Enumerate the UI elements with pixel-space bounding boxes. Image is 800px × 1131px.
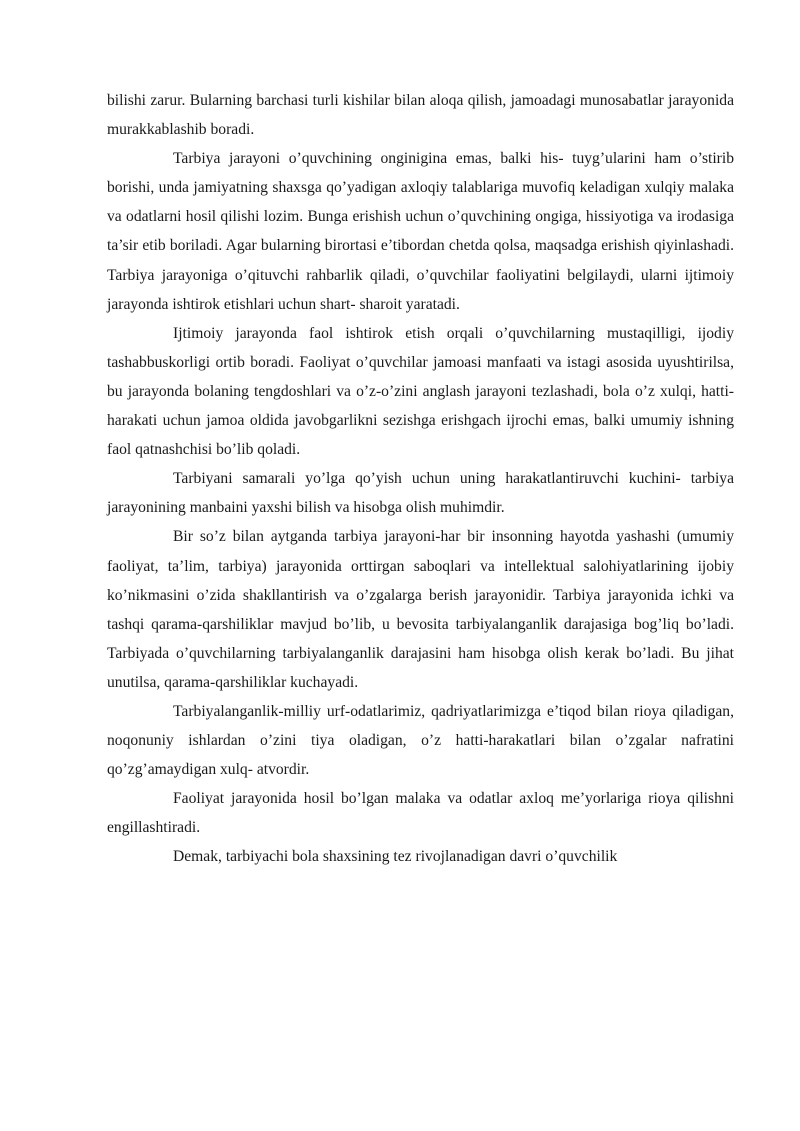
document-page: [107, 86, 734, 872]
paragraph-1: bilishi zarur. Bularning barchasi turli kishilar bilan aloqa qilish, jamoadagi munosabatlar jarayonida murakkablashib boradi.: [107, 92, 734, 139]
paragraph-6: Tarbiyalanganlik-milliy urf-odatlarimiz, qadriyatlarimizga e’tiqod bilan rioya qiladigan, noqonuniy ishlardan o’zini tiya oladigan, o’z hatti-harakatlari bilan o’zgalar nafratini qo’zg’amaydigan xulq- atvordir.: [107, 702, 734, 779]
paragraph-2: Tarbiya jarayoni o’quvchining onginigina emas, balki his- tuyg’ularini ham o’stirib borishi, unda jamiyatning shaxsga qo’yadigan axloqiy talablariga muvofiq keladigan xulqiy malaka va odatlarni hosil qilishi lozim. Bunga erishish uchun o’quvchining ongiga, hissiyotiga va irodasiga ta’sir etib boriladi. Agar bularning birortasi e’tibordan chetda qolsa, maqsadga erishish qiyinlashadi. Tarbiya jarayoniga o’qituvchi rahbarlik qiladi, o’quvchilar faoliyatini belgilaydi, ularni ijtimoiy jarayonda ishtirok etishlari uchun shart- sharoit yaratadi.: [107, 150, 734, 313]
paragraph-8: Demak, tarbiyachi bola shaxsining tez rivojlanadigan davri o’quvchilik: [173, 848, 618, 866]
paragraph-4: Tarbiyani samarali yo’lga qo’yish uchun uning harakatlantiruvchi kuchini- tarbiya jarayonining manbaini yaxshi bilish va hisobga olish muhimdir.: [107, 470, 734, 517]
paragraph-5: Bir so’z bilan aytganda tarbiya jarayoni-har bir insonning hayotda yashashi (umumiy faoliyat, ta’lim, tarbiya) jarayonida orttirgan saboqlari va intellektual salohiyatlarining ijobiy ko’nikmasini o’zida shakllantirish va o’zgalarga berish jarayonidir. Tarbiya jarayonida ichki va tashqi qarama-qarshiliklar mavjud bo’lib, u bevosita tarbiyalanganlik darajasiga bog’liq bo’ladi. Tarbiyada o’quvchilarning tarbiyalanganlik darajasini ham hisobga olish kerak bo’ladi. Bu jihat unutilsa, qarama-qarshiliklar kuchayadi.: [107, 528, 734, 691]
paragraph-3: Ijtimoiy jarayonda faol ishtirok etish orqali o’quvchilarning mustaqilligi, ijodiy tashabbuskorligi ortib boradi. Faoliyat o’quvchilar jamoasi manfaati va istagi asosida uyushtirilsa, bu jarayonda bolaning tengdoshlari va o’z-o’zini anglash jarayoni tezlashadi, bola o’z xulqi, hatti-harakati uchun jamoa oldida javobgarlikni sezishga erishgach ijrochi emas, balki umumiy ishning faol qatnashchisi bo’lib qoladi.: [107, 324, 734, 459]
paragraph-7: Faoliyat jarayonida hosil bo’lgan malaka va odatlar axloq me’yorlariga rioya qilishni engillashtiradi.: [107, 790, 734, 837]
